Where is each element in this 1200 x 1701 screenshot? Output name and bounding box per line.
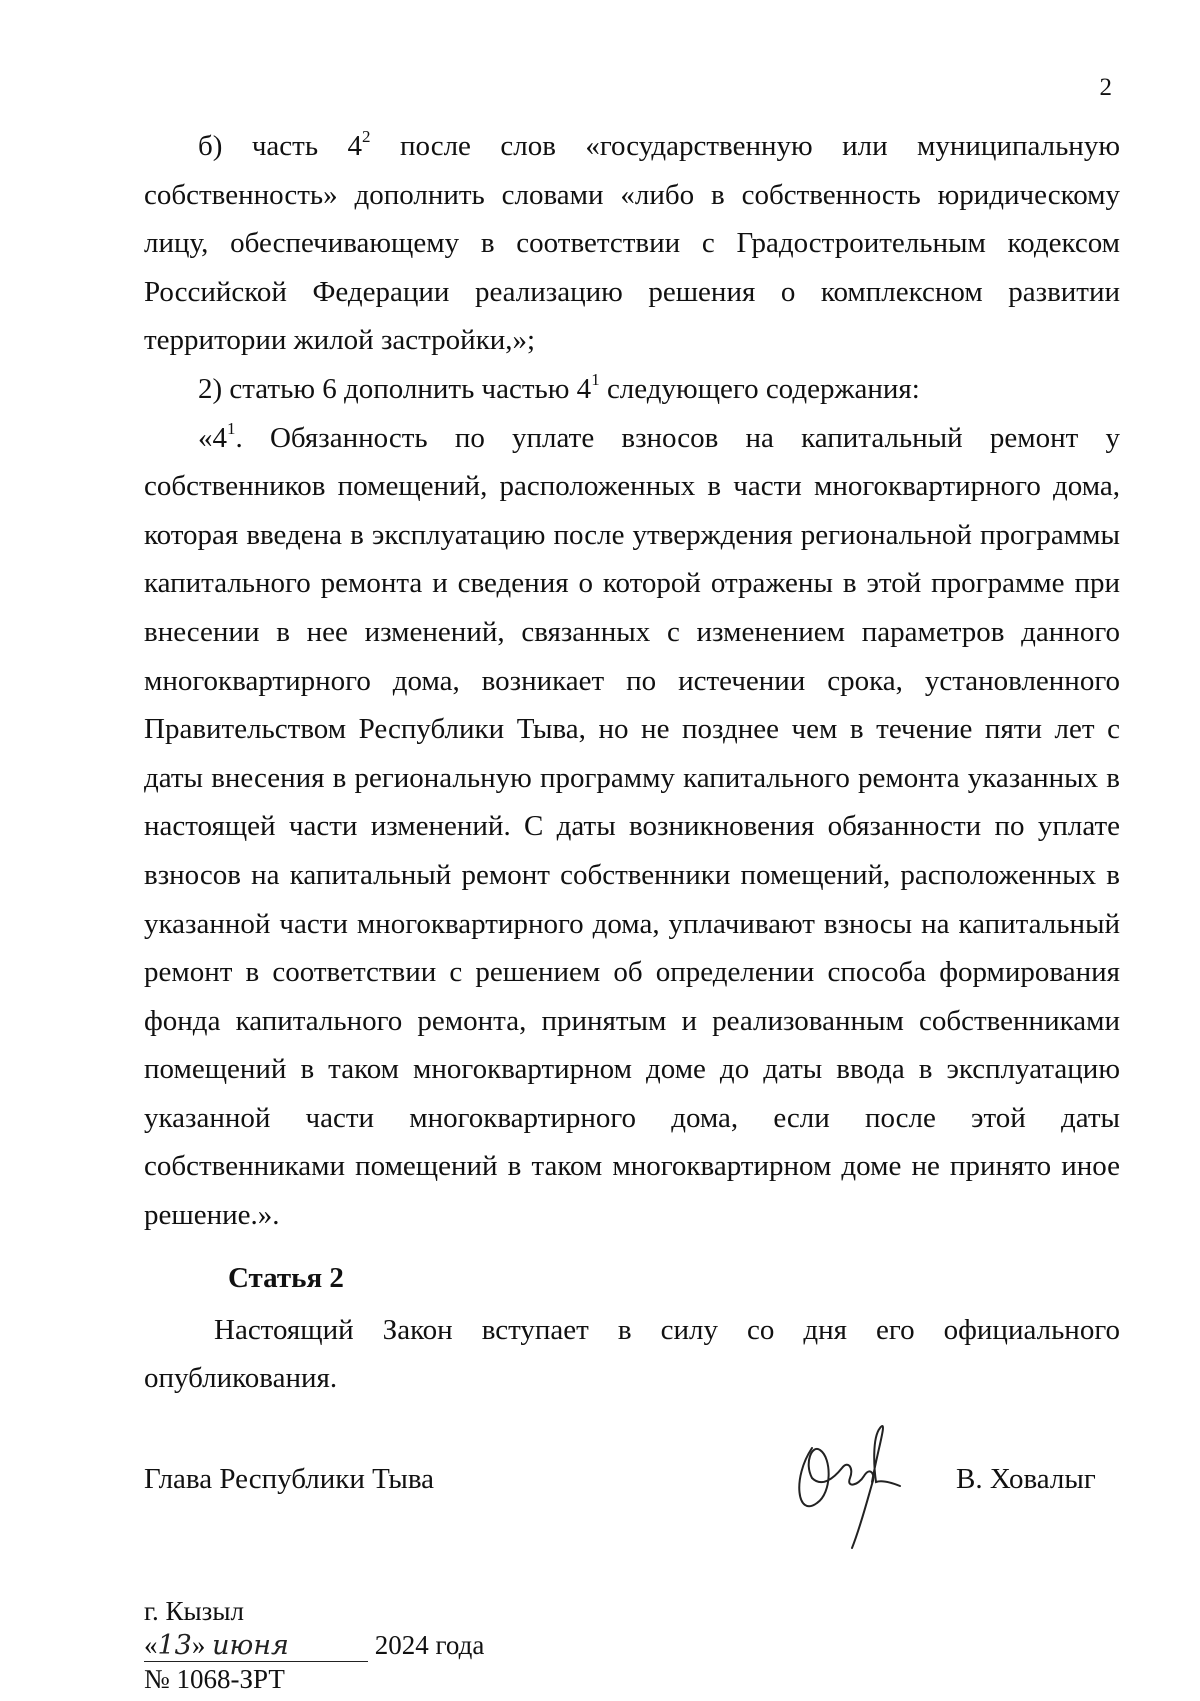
paragraph-2-rest: следующего содержания: [599,372,920,405]
handwritten-signature [772,1408,922,1558]
article-text [144,1306,1120,1402]
signer-name: В. Ховалыг [956,1463,1096,1495]
article-heading: Статья 2 [228,1262,344,1294]
date-quote-close: » [191,1630,206,1660]
superscript: 1 [227,418,236,438]
signer-title: Глава Республики Тыва [144,1463,435,1495]
date-handwritten [144,1630,368,1662]
paragraph-4-1 [144,414,1120,1240]
signing-date [144,1630,484,1662]
date-year: 2024 года [374,1630,485,1660]
paragraph-2-start: 2) статью 6 дополнить частью 4 [198,372,592,405]
date-quote-open: « [144,1630,158,1660]
document-number: № 1068-ЗРТ [144,1664,285,1694]
amendment-text [144,122,1120,1240]
paragraph-b [144,122,1120,365]
paragraph-4-1-start: «4 [198,421,227,454]
date-day: 13 [157,1630,192,1661]
paragraph-4-1-rest: . Обязанность по уплате взносов на капитальный ремонт у собственников помещений, расположенных в части многоквартирного дома, которая введена в эксплуатацию после утверждения региональной программы капитального ремонта и сведения о которой отражены в этой программе при внесении в нее изменений, связанных с изменением параметров данного многоквартирного дома, возникает по истечении срока, установленного Правительством Республики Тыва, но не позднее чем в течение пяти лет с даты внесения в региональную программу капитального ремонта указанных в настоящей части изменений. С даты возникновения обязанности по уплате взносов на капитальный ремонт собственники помещений, расположенных в указанной части многоквартирного дома, уплачивают взносы на капитальный ремонт в соответствии с решением об определении способа формирования фонда капитального ремонта, принятым и реализованным собственниками помещений в таком многоквартирном доме до даты ввода в эксплуатацию указанной части многоквартирного дома, если после этой даты собственниками помещений в таком многоквартирном доме не принято иное решение.». [144,421,1120,1232]
superscript: 2 [362,127,371,147]
superscript: 1 [591,370,600,390]
page-number: 2 [1099,74,1112,101]
article-text-content: Настоящий Закон вступает в силу со дня его официального опубликования. [144,1314,1120,1394]
paragraph-b-rest: после слов «государственную или муниципальную собственность» дополнить словами «либо в собственность юридическому лицу, обеспечивающему в соответствии с Градостроительным кодексом Российской Федерации реализацию решения о комплексном развитии территории жилой застройки,»; [144,130,1120,357]
city: г. Кызыл [144,1596,244,1626]
paragraph-2 [144,365,1120,414]
date-month: июня [212,1630,289,1661]
paragraph-b-start: б) часть 4 [198,130,363,162]
